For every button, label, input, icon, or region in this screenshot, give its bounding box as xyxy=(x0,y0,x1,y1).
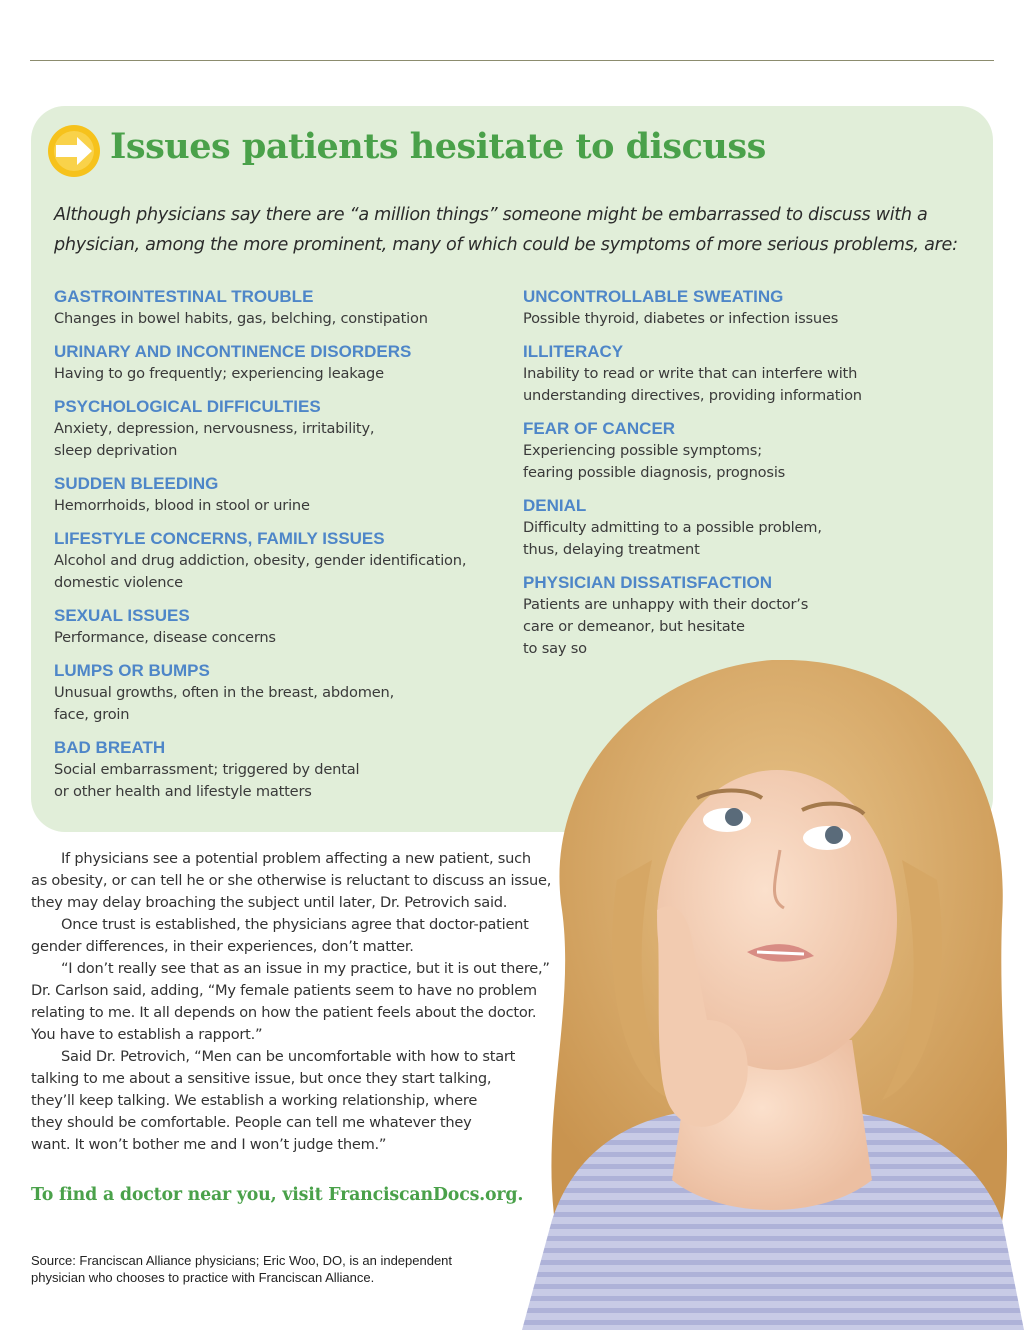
issues-list-left xyxy=(54,286,494,814)
issue-heading: LUMPS OR BUMPS xyxy=(54,661,210,680)
issue-heading: SEXUAL ISSUES xyxy=(54,606,190,625)
issue-item xyxy=(523,572,963,660)
arrow-right-circle-icon xyxy=(47,124,101,178)
issue-description: Unusual growths, often in the breast, abdomen, face, groin xyxy=(54,684,395,723)
issue-description: Performance, disease concerns xyxy=(54,629,276,646)
issue-description: Alcohol and drug addiction, obesity, gender identification, domestic violence xyxy=(54,552,467,591)
issue-heading: PHYSICIAN DISSATISFACTION xyxy=(523,573,773,592)
issues-list-right xyxy=(523,286,963,671)
issue-heading: ILLITERACY xyxy=(523,342,624,361)
issue-description: Changes in bowel habits, gas, belching, constipation xyxy=(54,310,428,327)
body-paragraph: If physicians see a potential problem affecting a new patient, such as obesity, or can tell he or she otherwise is reluctant to discuss an issue, they may delay broaching the subject until later, Dr. Petrovich said. xyxy=(31,850,552,911)
issue-item xyxy=(54,528,494,594)
issue-description: Possible thyroid, diabetes or infection issues xyxy=(523,310,839,327)
issue-heading: FEAR OF CANCER xyxy=(523,419,676,438)
issue-item xyxy=(54,396,494,462)
article-body xyxy=(31,848,571,1156)
issue-heading: LIFESTYLE CONCERNS, FAMILY ISSUES xyxy=(54,529,385,548)
issue-item xyxy=(54,660,494,726)
issue-item xyxy=(54,473,494,517)
body-paragraph: “I don’t really see that as an issue in my practice, but it is out there,” Dr. Carlson said, adding, “My female patients seem to have no problem relating to me. It all depends on how the patient feels about the doctor. You have to establish a rapport.” xyxy=(31,960,550,1043)
thinking-woman-photo xyxy=(522,660,1024,1330)
issue-description: Experiencing possible symptoms; fearing possible diagnosis, prognosis xyxy=(523,442,786,481)
intro-text: Although physicians say there are “a million things” someone might be embarrassed to discuss with a physician, among the more prominent, many of which could be symptoms of more serious problems, are: xyxy=(54,205,958,255)
issue-heading: PSYCHOLOGICAL DIFFICULTIES xyxy=(54,397,321,416)
issue-description: Social embarrassment; triggered by dental or other health and lifestyle matters xyxy=(54,761,360,800)
issue-heading: URINARY AND INCONTINENCE DISORDERS xyxy=(54,342,412,361)
issue-item xyxy=(54,605,494,649)
issue-heading: UNCONTROLLABLE SWEATING xyxy=(523,287,784,306)
issue-item xyxy=(523,495,963,561)
issue-description: Inability to read or write that can interfere with understanding directives, providing information xyxy=(523,365,862,404)
issue-description: Having to go frequently; experiencing leakage xyxy=(54,365,384,382)
issue-item xyxy=(523,286,963,330)
find-doctor-cta: To find a doctor near you, visit FranciscanDocs.org. xyxy=(31,1185,524,1205)
source-note: Source: Franciscan Alliance physicians; Eric Woo, DO, is an independent physician who chooses to practice with Franciscan Alliance. xyxy=(31,1253,453,1285)
body-paragraph: Once trust is established, the physicians agree that doctor-patient gender differences, in their experiences, don’t matter. xyxy=(31,916,529,955)
issue-description: Anxiety, depression, nervousness, irritability, sleep deprivation xyxy=(54,420,375,459)
issue-description: Patients are unhappy with their doctor’s care or demeanor, but hesitate to say so xyxy=(523,596,809,657)
body-paragraph: Said Dr. Petrovich, “Men can be uncomfortable with how to start talking to me about a sensitive issue, but once they start talking, they’ll keep talking. We establish a working relationship, where they should be comfortable. People can tell me whatever they want. It won’t bother me and I won’t judge them.” xyxy=(31,1048,516,1153)
issue-item xyxy=(523,341,963,407)
issue-heading: DENIAL xyxy=(523,496,587,515)
top-rule xyxy=(30,60,994,61)
issue-item xyxy=(54,286,494,330)
issue-heading: GASTROINTESTINAL TROUBLE xyxy=(54,287,314,306)
issue-item xyxy=(54,341,494,385)
section-title: Issues patients hesitate to discuss xyxy=(110,126,766,167)
issue-item xyxy=(523,418,963,484)
issue-description: Difficulty admitting to a possible problem, thus, delaying treatment xyxy=(523,519,822,558)
issue-item xyxy=(54,737,494,803)
issue-heading: BAD BREATH xyxy=(54,738,166,757)
issue-heading: SUDDEN BLEEDING xyxy=(54,474,219,493)
issue-description: Hemorrhoids, blood in stool or urine xyxy=(54,497,310,514)
